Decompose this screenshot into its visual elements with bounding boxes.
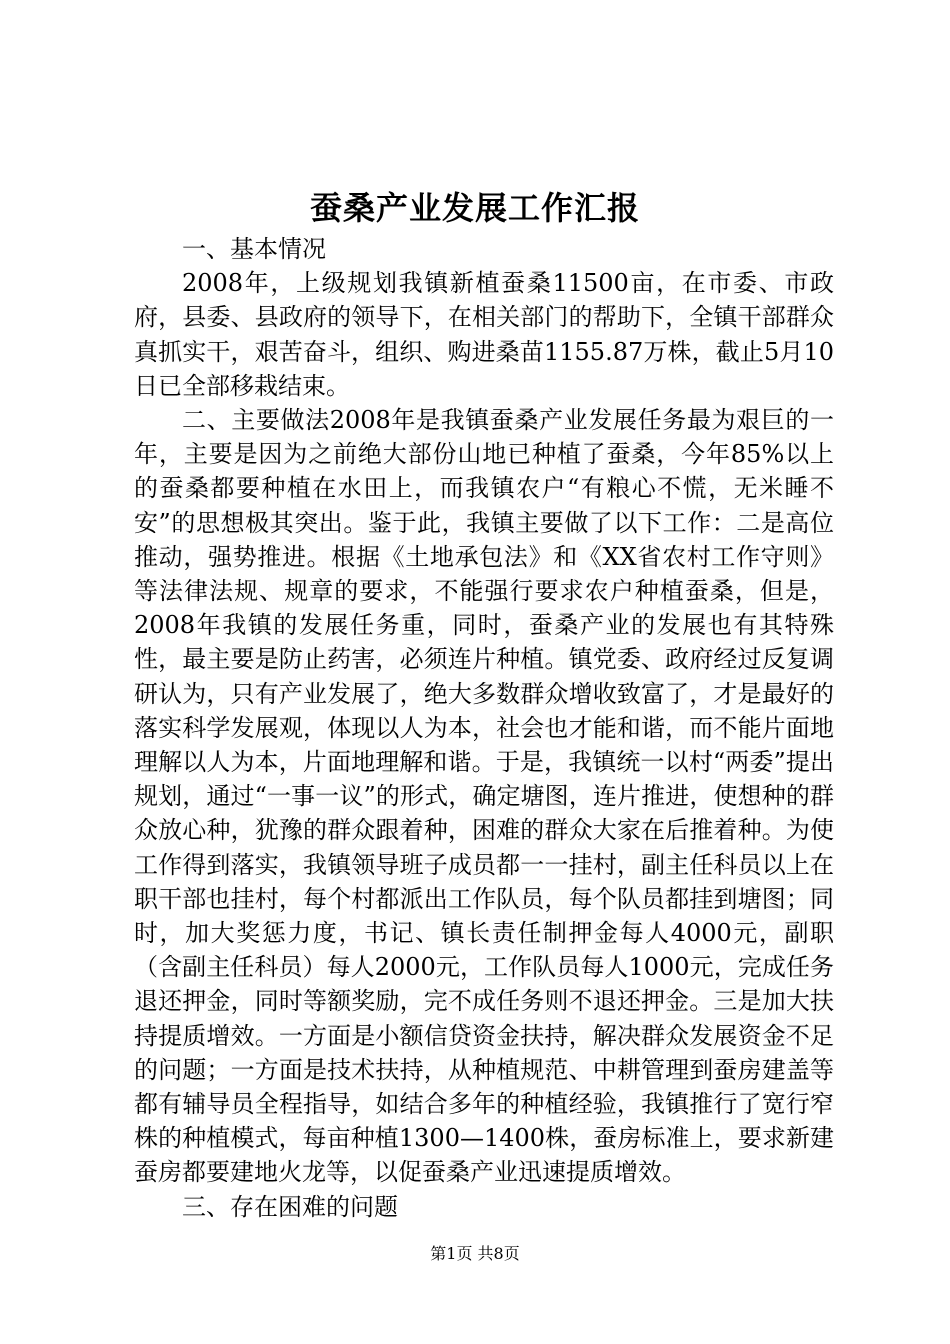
section-heading-basic-situation: 一、基本情况	[182, 235, 326, 263]
paragraph-main-practices: 二、主要做法2008年是我镇蚕桑产业发展任务最为艰巨的一年，主要是因为之前绝大部份山地已种植了蚕桑，今年85%以上的蚕桑都要种植在水田上，而我镇农户“有粮心不慌，无米睡不安”的思想极其突出。鉴于此，我镇主要做了以下工作：二是高位推动，强势推进。根据《土地承包法》和《XX省农村工作守则》等法律法规、规章的要求，不能强行要求农户种植蚕桑，但是，2008年我镇的发展任务重，同时，蚕桑产业的发展也有其特殊性，最主要是防止药害，必须连片种植。镇党委、政府经过反复调研认为，只有产业发展了，绝大多数群众增收致富了，才是最好的落实科学发展观，体现以人为本，社会也才能和谐，而不能片面地理解以人为本，片面地理解和谐。于是，我镇统一以村“两委”提出规划，通过“一事一议”的形式，确定塘图，连片推进，使想种的群众放心种，犹豫的群众跟着种，困难的群众大家在后推着种。为使工作得到落实，我镇领导班子成员都一一挂村，副主任科员以上在职干部也挂村，每个村都派出工作队员，每个队员都挂到塘图；同时，加大奖惩力度，书记、镇长责任制押金每人4000元，副职（含副主任科员）每人2000元，工作队员每人1000元，完成任务退还押金，同时等额奖励，完不成任务则不退还押金。三是加大扶持提质增效。一方面是小额信贷资金扶持，解决群众发展资金不足的问题；一方面是技术扶持，从种植规范、中耕管理到蚕房建盖等都有辅导员全程指导，如结合多年的种植经验，我镇推行了宽行窄株的种植模式，每亩种植1300—1400株，蚕房标准上，要求新建蚕房都要建地火龙等，以促蚕桑产业迅速提质增效。	[134, 406, 834, 1187]
document-body	[134, 232, 834, 1224]
paragraph-basic-situation: 2008年，上级规划我镇新植蚕桑11500亩，在市委、市政府，县委、县政府的领导下，在相关部门的帮助下，全镇干部群众真抓实干，艰苦奋斗，组织、购进桑苗1155.87万株，截止5月10日已全部移栽结束。	[134, 269, 834, 400]
document-title: 蚕桑产业发展工作汇报	[309, 189, 640, 227]
section-heading-problems: 三、存在困难的问题	[182, 1192, 398, 1221]
page-number-footer: 第1页 共8页	[430, 1244, 520, 1263]
